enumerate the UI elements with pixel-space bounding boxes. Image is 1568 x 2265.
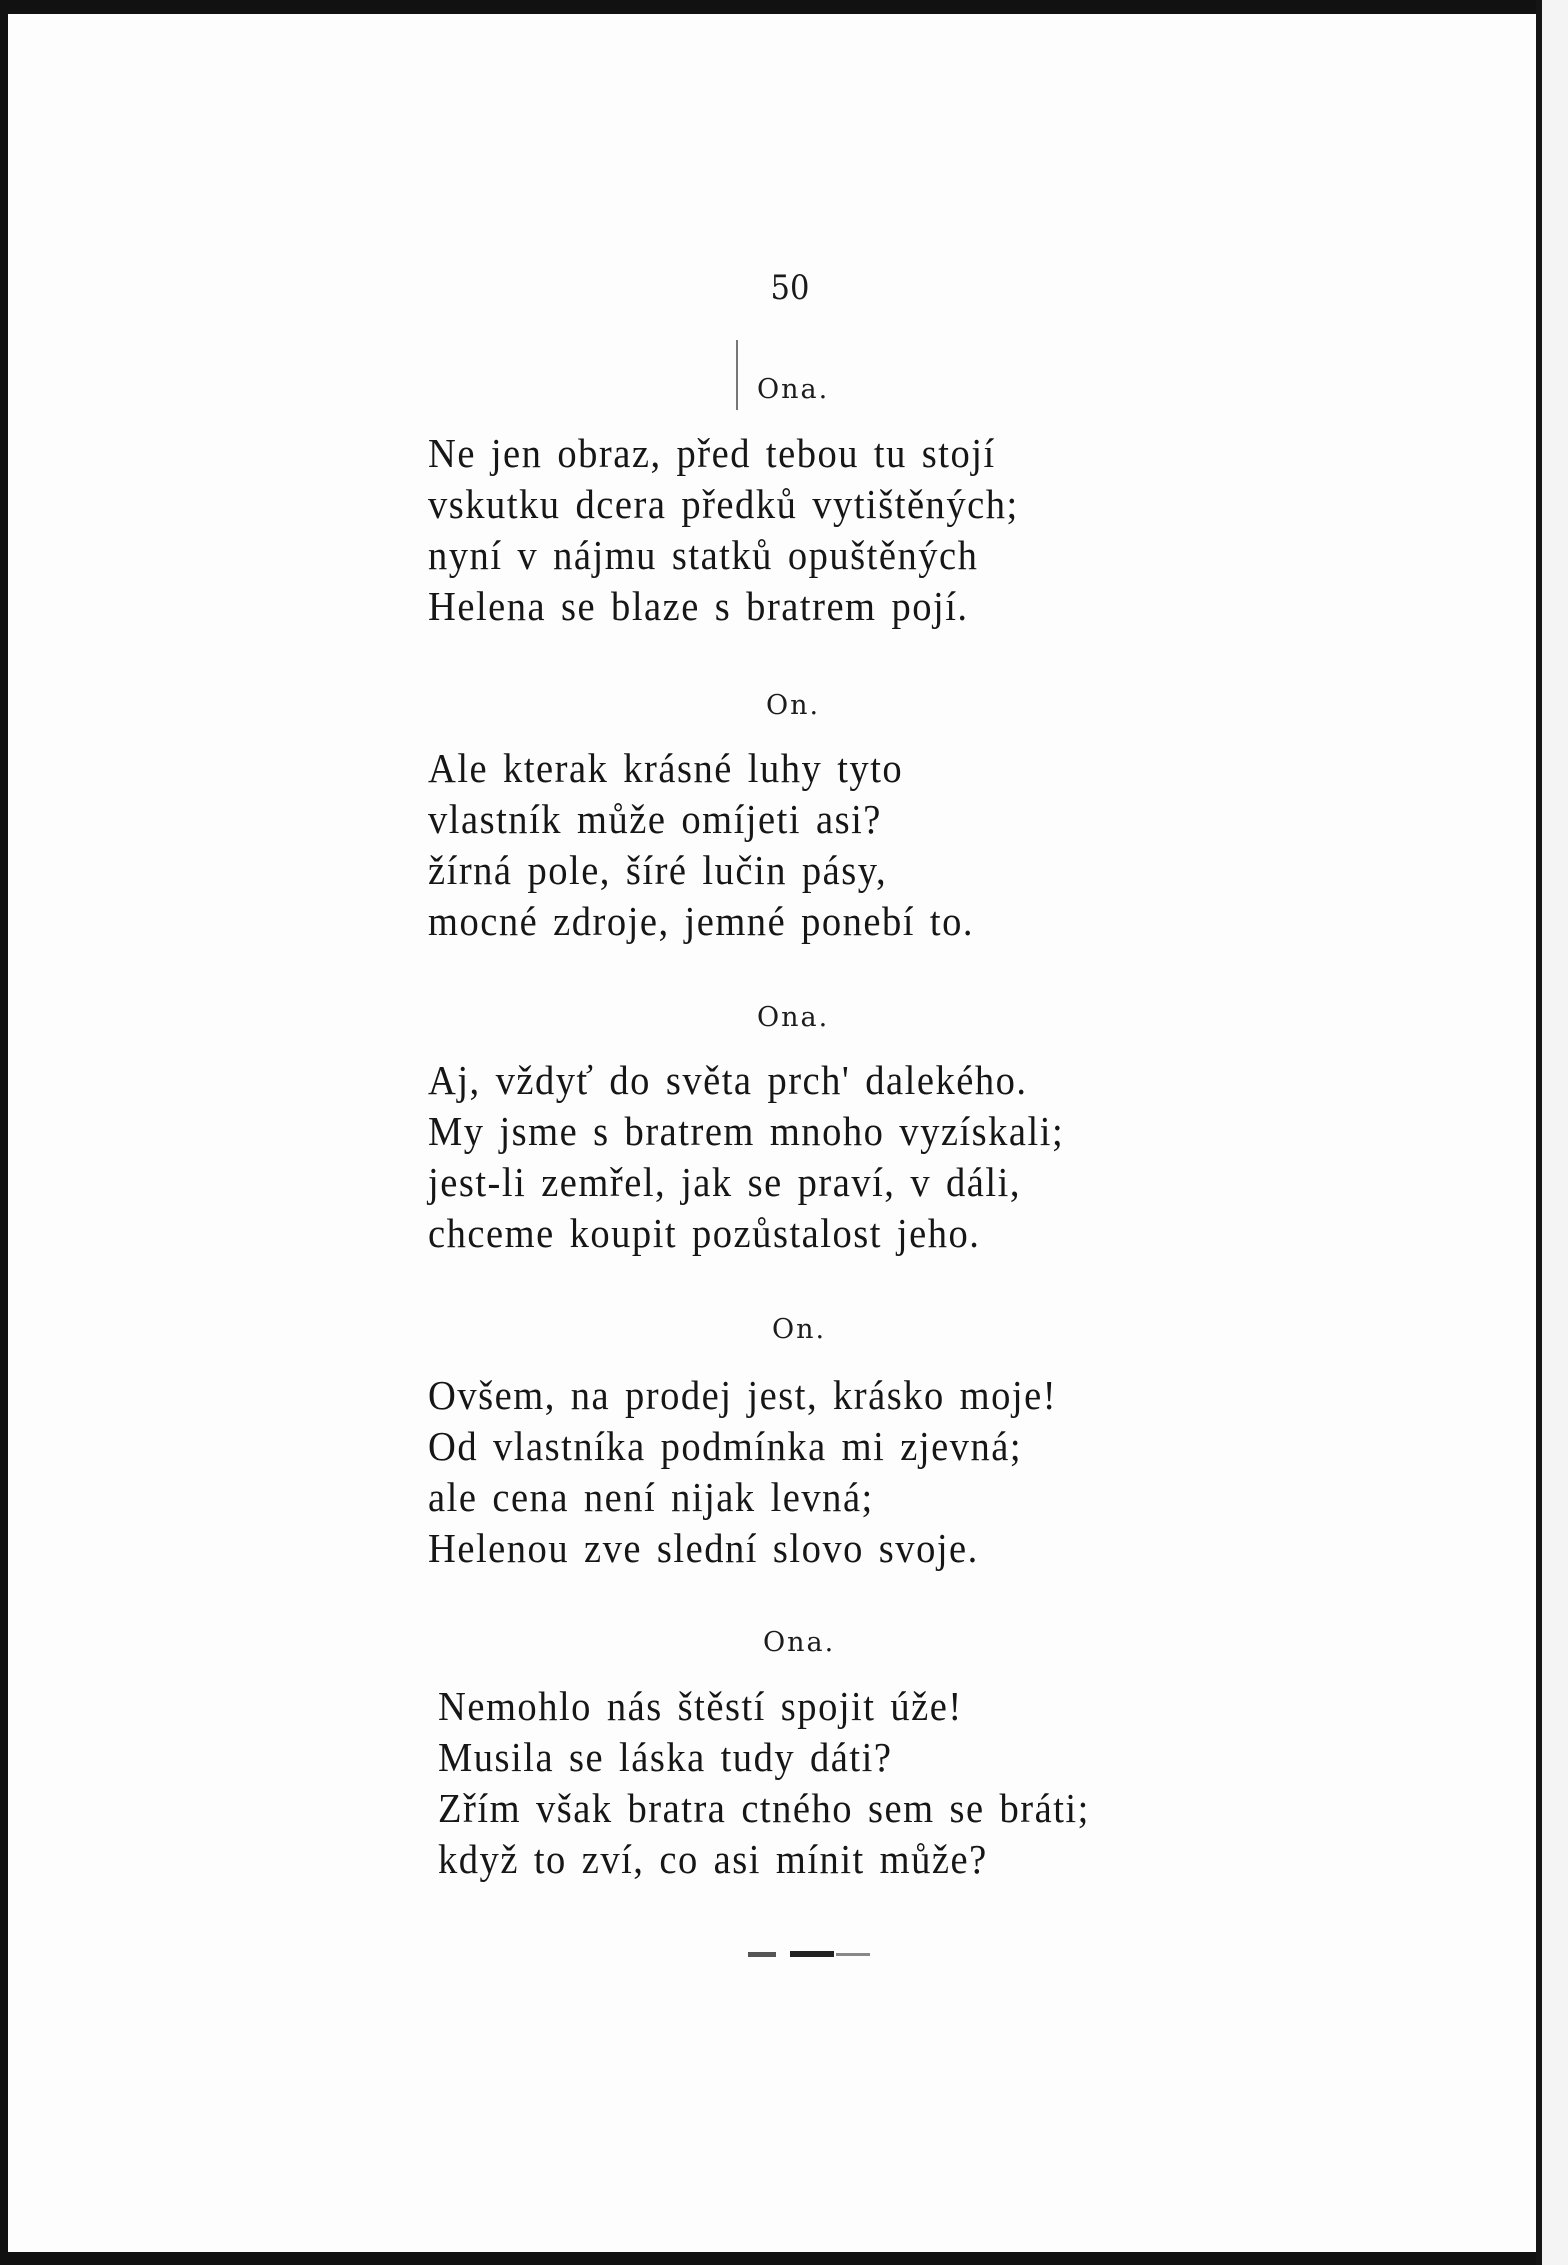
verse-line: mocné zdroje, jemné ponebí to.: [428, 898, 975, 944]
verse-line: Helena se blaze s bratrem pojí.: [428, 583, 969, 629]
verse-line: Ale kterak krásné luhy tyto: [428, 745, 904, 791]
page-number: 50: [770, 268, 810, 308]
end-rule-left: [748, 1952, 776, 1957]
end-rule-right: [836, 1953, 870, 1956]
verse-line: nyní v nájmu statků opuštěných: [428, 532, 979, 578]
verse-line: Helenou zve slední slovo svoje.: [428, 1525, 979, 1571]
verse-line: Nemohlo nás štěstí spojit úže!: [438, 1683, 963, 1729]
verse-line: vlastník může omíjeti asi?: [428, 796, 882, 842]
speaker-label: Ona.: [757, 374, 830, 405]
verse-line: Aj, vždyť do světa prch' dalekého.: [428, 1057, 1028, 1103]
verse-line: když to zví, co asi mínit může?: [438, 1836, 988, 1882]
verse-line: jest-li zemřel, jak se praví, v dáli,: [428, 1159, 1021, 1205]
end-rule-center: [790, 1951, 834, 1957]
verse-line: ale cena není nijak levná;: [428, 1474, 874, 1520]
speaker-label: Ona.: [763, 1627, 836, 1658]
pencil-mark: [736, 340, 738, 410]
speaker-label: On.: [772, 1314, 827, 1345]
speaker-label: Ona.: [757, 1002, 830, 1033]
verse-line: chceme koupit pozůstalost jeho.: [428, 1210, 981, 1256]
verse-line: Ne jen obraz, před tebou tu stojí: [428, 430, 996, 476]
verse-line: Zřím však bratra ctného sem se bráti;: [438, 1785, 1090, 1831]
verse-line: žírná pole, šíré lučin pásy,: [428, 847, 888, 893]
verse-line: Od vlastníka podmínka mi zjevná;: [428, 1423, 1023, 1469]
verse-line: Musila se láska tudy dáti?: [438, 1734, 893, 1780]
verse-line: Ovšem, na prodej jest, krásko moje!: [428, 1372, 1058, 1418]
page-edge: [1536, 0, 1568, 2265]
speaker-label: On.: [766, 690, 821, 721]
verse-line: vskutku dcera předků vytištěných;: [428, 481, 1019, 527]
verse-line: My jsme s bratrem mnoho vyzískali;: [428, 1108, 1065, 1154]
